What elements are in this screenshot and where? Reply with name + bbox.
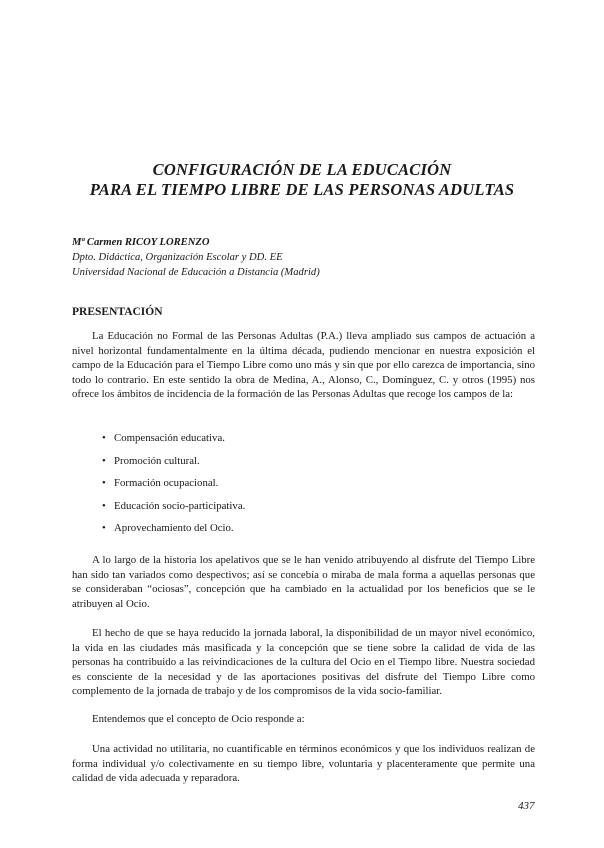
bullet-icon: • (102, 522, 106, 534)
bullet-icon: • (102, 499, 106, 512)
section-heading: PRESENTACIÓN (72, 306, 163, 318)
bullet-item (102, 499, 245, 522)
bullet-text: Promoción cultural. (114, 454, 200, 467)
bullet-text: Aprovechamiento del Ocio. (114, 522, 234, 534)
paragraph-1: La Educación no Formal de las Personas Adultas (P.A.) lleva ampliado sus campos de actuación a nivel horizontal fundamentalmente en la última década, pudiendo mencionar en nuestra exposición el campo de la Educación para el Tiempo Libre como uno más y sin que por ello carezca de importancia, sino todo lo contrario. En este sentido la obra de Medina, A., Alonso, C., Domínguez, C. y otros (1995) nos ofrece los ámbitos de incidencia de la formación de las Personas Adultas que recoge los campos de la: (72, 330, 535, 400)
paragraph-2: A lo largo de la historia los apelativos que se le han venido atribuyendo al disfrute del Tiempo Libre han sido tan variados como despectivos; así se concebía o miraba de mala forma a aquellas personas que se consideraban “ociosas”, concepción que ha cambiado en la actualidad por los beneficios que se le atribuyen al Ocio. (72, 554, 535, 610)
author-university: Universidad Nacional de Educación a Distancia (Madrid) (72, 267, 320, 278)
paragraph-3: El hecho de que se haya reducido la jornada laboral, la disponibilidad de un mayor nivel económico, la vida en las ciudades más masificada y la concepción que se tiene sobre la calidad de vida de las personas ha contribuido a las reivindicaciones de la cultura del Ocio en el Tiempo libre. Nuestra sociedad es consciente de la necesidad y de las aportaciones positivas del disfrute del Tiempo Libre como complemento de la jornada de trabajo y de los compromisos de la vida socio-familiar. (72, 627, 535, 697)
author-department: Dpto. Didáctica, Organización Escolar y DD. EE (72, 252, 283, 263)
bullet-text: Compensación educativa. (114, 432, 225, 444)
paragraph-4: Entendemos que el concepto de Ocio responde a: (92, 713, 305, 725)
bullet-icon: • (102, 432, 106, 444)
bullet-list (102, 431, 245, 544)
bullet-icon: • (102, 454, 106, 467)
title-line-1: CONFIGURACIÓN DE LA EDUCACIÓN (152, 160, 452, 179)
bullet-icon: • (102, 477, 106, 489)
bullet-item (102, 454, 245, 477)
bullet-item (102, 521, 245, 544)
bullet-text: Educación socio-participativa. (114, 499, 246, 512)
bullet-item (102, 476, 245, 499)
bullet-item (102, 431, 245, 454)
author-block (72, 235, 320, 280)
author-name: Mª Carmen RICOY LORENZO (72, 237, 210, 248)
bullet-text: Formación ocupacional. (114, 477, 219, 489)
title-line-2: PARA EL TIEMPO LIBRE DE LAS PERSONAS ADULTAS (89, 180, 515, 199)
paragraph-5: Una actividad no utilitaria, no cuantificable en términos económicos y que los individuos realizan de forma individual y/o colectivamente en su tiempo libre, voluntaria y placenteramente que permite una calidad de vida adecuada y reparadora. (72, 743, 535, 784)
page-number: 437 (518, 800, 535, 812)
